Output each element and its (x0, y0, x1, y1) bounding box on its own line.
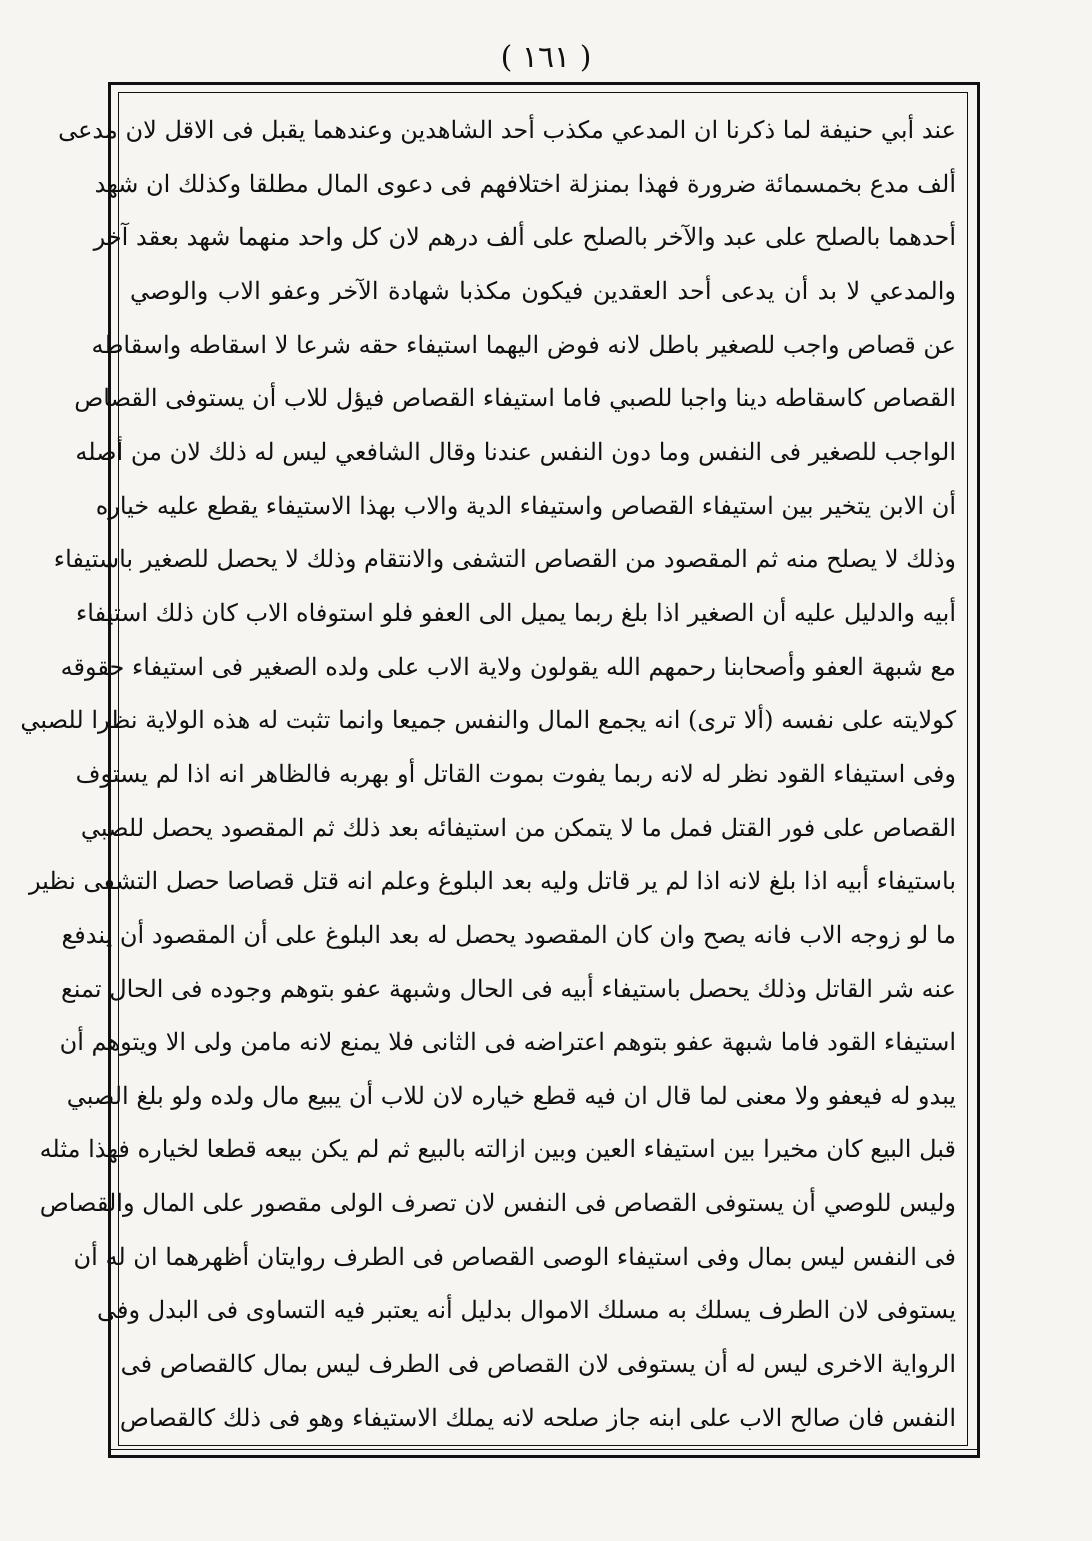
text-line: القصاص كاسقاطه دينا واجبا للصبي فاما استيفاء القصاص فيؤل للاب أن يستوفى القصاص (74, 384, 956, 413)
text-line: أبيه والدليل عليه أن الصغير اذا بلغ ربما يميل الى العفو فلو استوفاه الاب كان ذلك استيفاء (75, 598, 956, 627)
page-number: ( ١٦١ ) (500, 40, 592, 75)
text-line: الرواية الاخرى ليس له أن يستوفى لان القصاص فى الطرف ليس بمال كالقصاص فى (120, 1350, 956, 1379)
text-line: النفس فان صالح الاب على ابنه جاز صلحه لانه يملك الاستيفاء وهو فى ذلك كالقصاص (119, 1403, 956, 1432)
text-line: أحدهما بالصلح على عبد والآخر بالصلح على ألف درهم لان كل واحد منهما شهد بعقد آخر (93, 223, 956, 252)
text-line: يبدو له فيعفو ولا معنى لما قال ان فيه قطع خياره لان للاب أن يبيع مال ولده ولو بلغ الصبي (66, 1081, 956, 1110)
text-line: القصاص على فور القتل فمل ما لا يتمكن من استيفائه بعد ذلك ثم المقصود يحصل للصبي (80, 813, 956, 842)
text-line: عند أبي حنيفة لما ذكرنا ان المدعي مكذب أحد الشاهدين وعندهما يقبل فى الاقل لان مدعى (58, 116, 956, 144)
text-line: الواجب للصغير فى النفس وما دون النفس عندنا وقال الشافعي ليس له ذلك لان من أصله (75, 437, 956, 466)
text-line: باستيفاء أبيه اذا بلغ لانه اذا لم ير قاتل وليه بعد البلوغ وعلم انه قتل قصاصا حصل التشفى نظير (28, 867, 956, 896)
text-line: وفى استيفاء القود نظر له لانه ربما يفوت بموت القاتل أو بهربه فالظاهر انه اذا لم يستوف (75, 759, 956, 788)
text-line: عن قصاص واجب للصغير باطل لانه فوض اليهما استيفاء حقه شرعا لا اسقاطه واسقاطه (91, 330, 956, 359)
text-line: ما لو زوجه الاب فانه يصح وان كان المقصود يحصل له بعد البلوغ على أن المقصود أن يندفع (61, 920, 956, 949)
text-line: كولايته على نفسه (ألا ترى) انه يجمع المال والنفس جميعا وانما تثبت له هذه الولاية نظرا للصبي (20, 706, 956, 735)
text-line: قبل البيع كان مخيرا بين استيفاء العين وبين ازالته بالبيع ثم لم يكن بيعه قطعا لخياره فهذا مثله (39, 1135, 956, 1164)
text-line: عنه شر القاتل وذلك يحصل باستيفاء أبيه فى الحال وشبهة عفو بتوهم وجوده فى الحال تمنع (61, 974, 956, 1003)
text-line: ألف مدع بخمسمائة ضرورة فهذا بمنزلة اختلافهم فى دعوى المال مطلقا وكذلك ان شهد (94, 169, 956, 198)
page-border-bottom-rule (108, 1449, 980, 1450)
text-line: فى النفس ليس بمال وفى استيفاء الوصى القصاص فى الطرف روايتان أظهرهما ان له أن (73, 1242, 956, 1271)
text-line: وليس للوصي أن يستوفى القصاص فى النفس لان تصرف الولى مقصور على المال والقصاص (39, 1189, 956, 1218)
text-line: استيفاء القود فاما شبهة عفو بتوهم اعتراضه فى الثانى فلا يمنع لانه مامن ولى الا ويتوهم أن (59, 1028, 956, 1057)
body-text (20, 106, 956, 1442)
text-line: مع شبهة العفو وأصحابنا رحمهم الله يقولون ولاية الاب على ولده الصغير فى استيفاء حقوقه (60, 652, 956, 681)
text-line: أن الابن يتخير بين استيفاء القصاص واستيفاء الدية والاب بهذا الاستيفاء يقطع عليه خياره (95, 491, 956, 520)
text-line: والمدعي لا بد أن يدعى أحد العقدين فيكون مكذبا شهادة الآخر وعفو الاب والوصي (130, 276, 956, 305)
text-line: وذلك لا يصلح منه ثم المقصود من القصاص التشفى والانتقام وذلك لا يحصل للصغير باستيفاء (53, 545, 956, 574)
text-line: يستوفى لان الطرف يسلك به مسلك الاموال بدليل أنه يعتبر فيه التساوى فى البدل وفى (97, 1296, 956, 1325)
